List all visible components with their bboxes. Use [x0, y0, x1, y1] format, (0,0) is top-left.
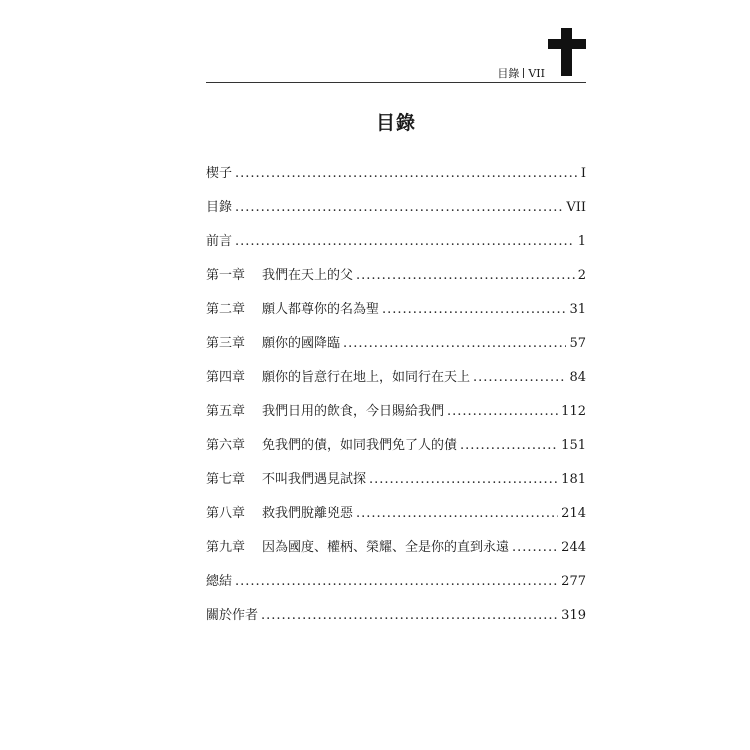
toc-page-number: 1 [577, 234, 586, 249]
toc-entry [206, 395, 586, 429]
running-header [485, 66, 545, 82]
toc-chapter-number: 第四章 [206, 370, 246, 385]
running-header-separator [523, 68, 524, 78]
toc-dot-leader [382, 293, 566, 327]
toc-dot-leader [356, 259, 575, 293]
toc-page-number: I [580, 166, 586, 181]
toc-chapter-number: 第九章 [206, 540, 246, 555]
toc-dot-leader [261, 599, 558, 633]
toc-page-number: 57 [569, 336, 586, 351]
toc-page-number: 319 [561, 608, 586, 623]
toc-chapter-number: 第三章 [206, 336, 246, 351]
toc-dot-leader [235, 225, 575, 259]
toc-dot-leader [356, 497, 558, 531]
toc-entry [206, 531, 586, 565]
toc-entry [206, 327, 586, 361]
toc-entry-label: 願你的國降臨 [262, 336, 341, 351]
toc-chapter-number: 第一章 [206, 268, 246, 283]
toc-dot-leader [343, 327, 566, 361]
toc-chapter-number: 第七章 [206, 472, 246, 487]
toc-entry-label: 不叫我們遇見試探 [262, 472, 367, 487]
toc-entry-label: 總結 [206, 574, 233, 589]
toc-entry-label: 願人都尊你的名為聖 [262, 302, 380, 317]
toc-entry [206, 565, 586, 599]
toc-entry [206, 293, 586, 327]
toc-dot-leader [235, 565, 558, 599]
toc-dot-leader [235, 191, 563, 225]
toc-entry [206, 599, 586, 633]
toc-page-number: VII [566, 200, 586, 215]
toc-page-number: 181 [561, 472, 586, 487]
toc-dot-leader [460, 429, 558, 463]
toc-dot-leader [512, 531, 558, 565]
toc-entry-label: 我們日用的飲食，今日賜給我們 [262, 404, 445, 419]
toc-entry [206, 463, 586, 497]
toc-entry [206, 429, 586, 463]
toc-page-number: 31 [569, 302, 586, 317]
toc-entry-label: 楔子 [206, 166, 233, 181]
toc-page-number: 214 [561, 506, 586, 521]
toc-entry [206, 225, 586, 259]
header-rule [206, 82, 586, 83]
toc-page-number: 151 [561, 438, 586, 453]
toc-page-number: 244 [561, 540, 586, 555]
toc-entry-label: 因為國度、權柄、榮耀、全是你的直到永遠 [262, 540, 510, 555]
toc-entry-label: 我們在天上的父 [262, 268, 354, 283]
toc-dot-leader [447, 395, 558, 429]
running-header-page: VII [528, 67, 545, 80]
toc-page-number: 84 [569, 370, 586, 385]
toc-entry-label: 前言 [206, 234, 233, 249]
table-of-contents [206, 157, 586, 633]
toc-chapter-number: 第八章 [206, 506, 246, 521]
toc-entry-label: 救我們脫離兇惡 [262, 506, 354, 521]
toc-dot-leader [235, 157, 578, 191]
toc-page-number: 112 [561, 404, 586, 419]
toc-chapter-number: 第二章 [206, 302, 246, 317]
toc-entry-label: 關於作者 [206, 608, 259, 623]
page-title: 目錄 [375, 112, 416, 134]
toc-chapter-number: 第六章 [206, 438, 246, 453]
running-header-section: 目錄 [497, 67, 520, 80]
toc-entry [206, 497, 586, 531]
toc-entry [206, 157, 586, 191]
toc-dot-leader [473, 361, 566, 395]
toc-entry [206, 361, 586, 395]
toc-chapter-number: 第五章 [206, 404, 246, 419]
toc-entry-label: 願你的旨意行在地上，如同行在天上 [262, 370, 471, 385]
toc-page-number: 277 [561, 574, 586, 589]
toc-entry [206, 191, 586, 225]
toc-entry-label: 目錄 [206, 200, 233, 215]
toc-entry-label: 免我們的債，如同我們免了人的債 [262, 438, 458, 453]
toc-page-number: 2 [577, 268, 586, 283]
toc-dot-leader [369, 463, 558, 497]
toc-entry [206, 259, 586, 293]
cross-icon [548, 28, 586, 76]
